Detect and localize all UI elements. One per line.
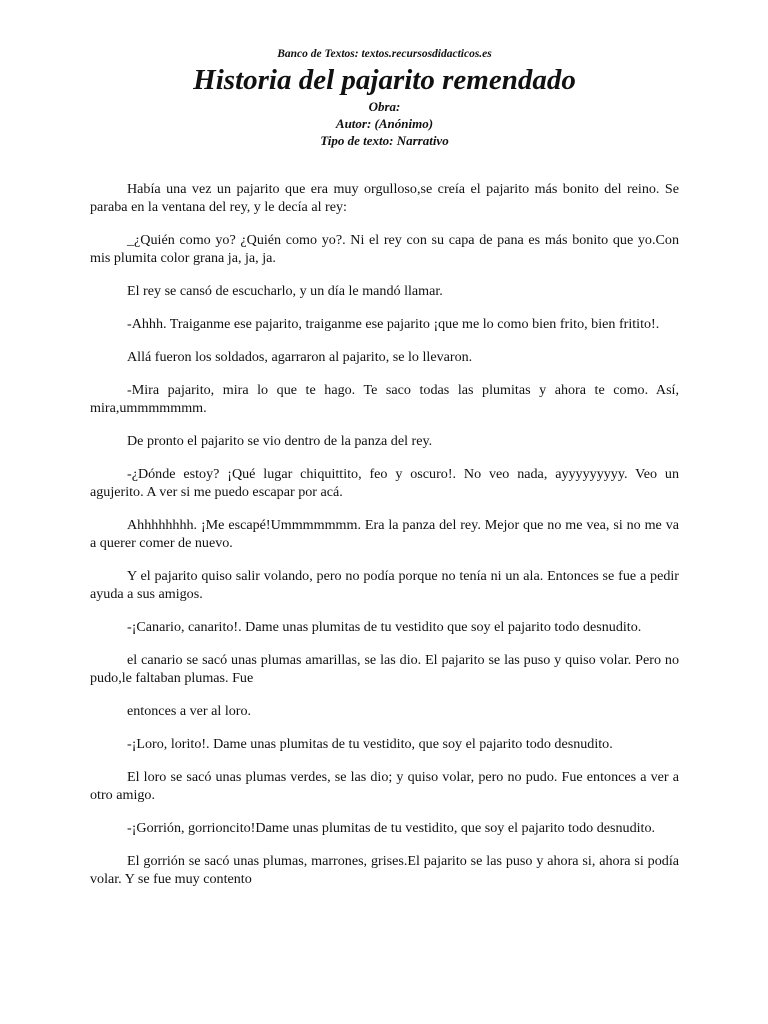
paragraph: El rey se cansó de escucharlo, y un día le mandó llamar.	[127, 283, 443, 299]
paragraph: -Ahhh. Traiganme ese pajarito, traiganme ese pajarito ¡que me lo como bien frito, bien fritito!.	[127, 316, 660, 332]
source-line: Banco de Textos: textos.recursosdidacticos.es	[277, 48, 492, 60]
author-line: Autor: (Anónimo)	[335, 116, 434, 131]
paragraph: -¡Loro, lorito!. Dame unas plumitas de tu vestidito, que soy el pajarito todo desnudito.	[127, 736, 613, 752]
paragraph: -¿Dónde estoy? ¡Qué lugar chiquittito, feo y oscuro!. No veo nada, ayyyyyyyyy. Veo un agujerito. A ver si me puedo escapar por acá.	[90, 466, 679, 500]
document-title: Historia del pajarito remendado	[193, 64, 576, 96]
paragraph: el canario se sacó unas plumas amarillas, se las dio. El pajarito se las puso y quiso volar. Pero no pudo,le faltaban plumas. Fue	[90, 652, 679, 686]
paragraph: Había una vez un pajarito que era muy orgulloso,se creía el pajarito más bonito del reino. Se paraba en la ventana del rey, y le decía al rey:	[90, 181, 679, 215]
paragraph: Y el pajarito quiso salir volando, pero no podía porque no tenía ni un ala. Entonces se fue a pedir ayuda a sus amigos.	[90, 568, 679, 602]
document-page	[90, 46, 679, 903]
paragraph: entonces a ver al loro.	[127, 703, 252, 719]
story-body	[90, 180, 679, 888]
paragraph: De pronto el pajarito se vio dentro de la panza del rey.	[127, 433, 433, 449]
paragraph: El loro se sacó unas plumas verdes, se las dio; y quiso volar, pero no pudo. Fue entonces a ver a otro amigo.	[90, 769, 679, 803]
paragraph: -Mira pajarito, mira lo que te hago. Te saco todas las plumitas y ahora te como. Así, mira,ummmmmmm.	[90, 382, 679, 416]
paragraph: -¡Canario, canarito!. Dame unas plumitas de tu vestidito que soy el pajarito todo desnudito.	[127, 619, 642, 635]
paragraph: El gorrión se sacó unas plumas, marrones, grises.El pajarito se las puso y ahora si, ahora si podía volar. Y se fue muy contento	[90, 853, 679, 887]
document-header	[90, 46, 679, 149]
paragraph: Ahhhhhhhh. ¡Me escapé!Ummmmmmm. Era la panza del rey. Mejor que no me vea, si no me va a querer comer de nuevo.	[90, 517, 679, 551]
paragraph: Allá fueron los soldados, agarraron al pajarito, se lo llevaron.	[127, 349, 473, 365]
paragraph: -¡Gorrión, gorrioncito!Dame unas plumitas de tu vestidito, que soy el pajarito todo desnudito.	[127, 820, 656, 836]
paragraph: _¿Quién como yo? ¿Quién como yo?. Ni el rey con su capa de pana es más bonito que yo.Con mis plumita color grana ja, ja, ja.	[90, 232, 679, 266]
obra-line: Obra:	[368, 99, 401, 114]
text-type-line: Tipo de texto: Narrativo	[320, 133, 449, 148]
